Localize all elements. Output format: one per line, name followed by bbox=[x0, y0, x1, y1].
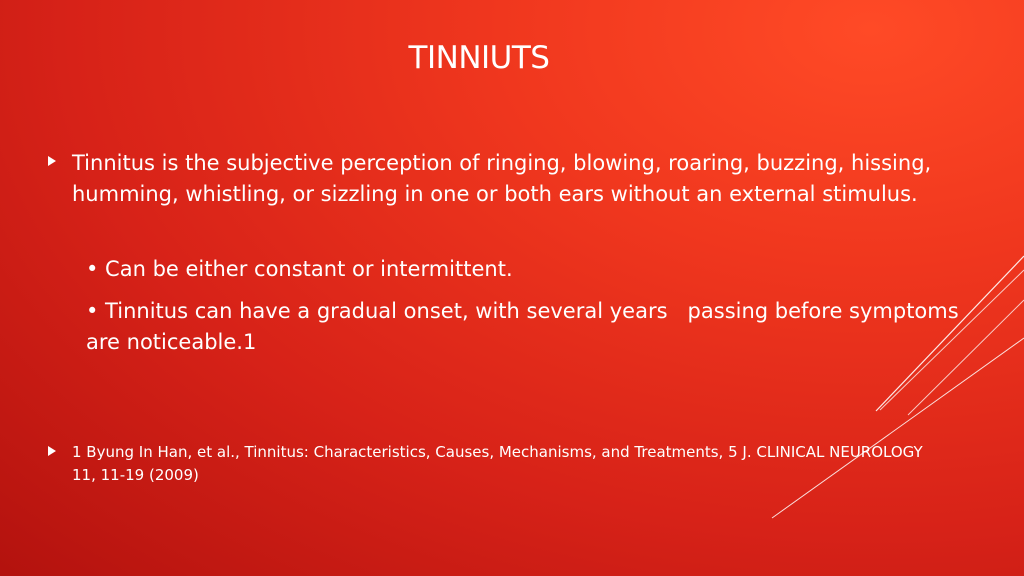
reference-text: 1 Byung In Han, et al., Tinnitus: Characteristics, Causes, Mechanisms, and Treatments, 5 J. CLINICAL NEUROLOGY 11, 11-19 (2009) bbox=[72, 443, 923, 484]
reference-bullet bbox=[48, 441, 948, 487]
slide-title: TINNIUTS bbox=[408, 40, 550, 76]
triangle-right-icon bbox=[48, 446, 56, 456]
decorative-line bbox=[772, 338, 1024, 518]
triangle-right-icon bbox=[48, 156, 56, 166]
main-bullet bbox=[48, 148, 948, 210]
sub-bullet-onset: • Tinnitus can have a gradual onset, with several years passing before symptoms are noticeable.1 bbox=[86, 299, 959, 354]
sub-bullet-constant: • Can be either constant or intermittent. bbox=[86, 257, 513, 281]
main-bullet-text: Tinnitus is the subjective perception of ringing, blowing, roaring, buzzing, hissing, humming, whistling, or sizzling in one or both ears without an external stimulus. bbox=[72, 151, 932, 206]
